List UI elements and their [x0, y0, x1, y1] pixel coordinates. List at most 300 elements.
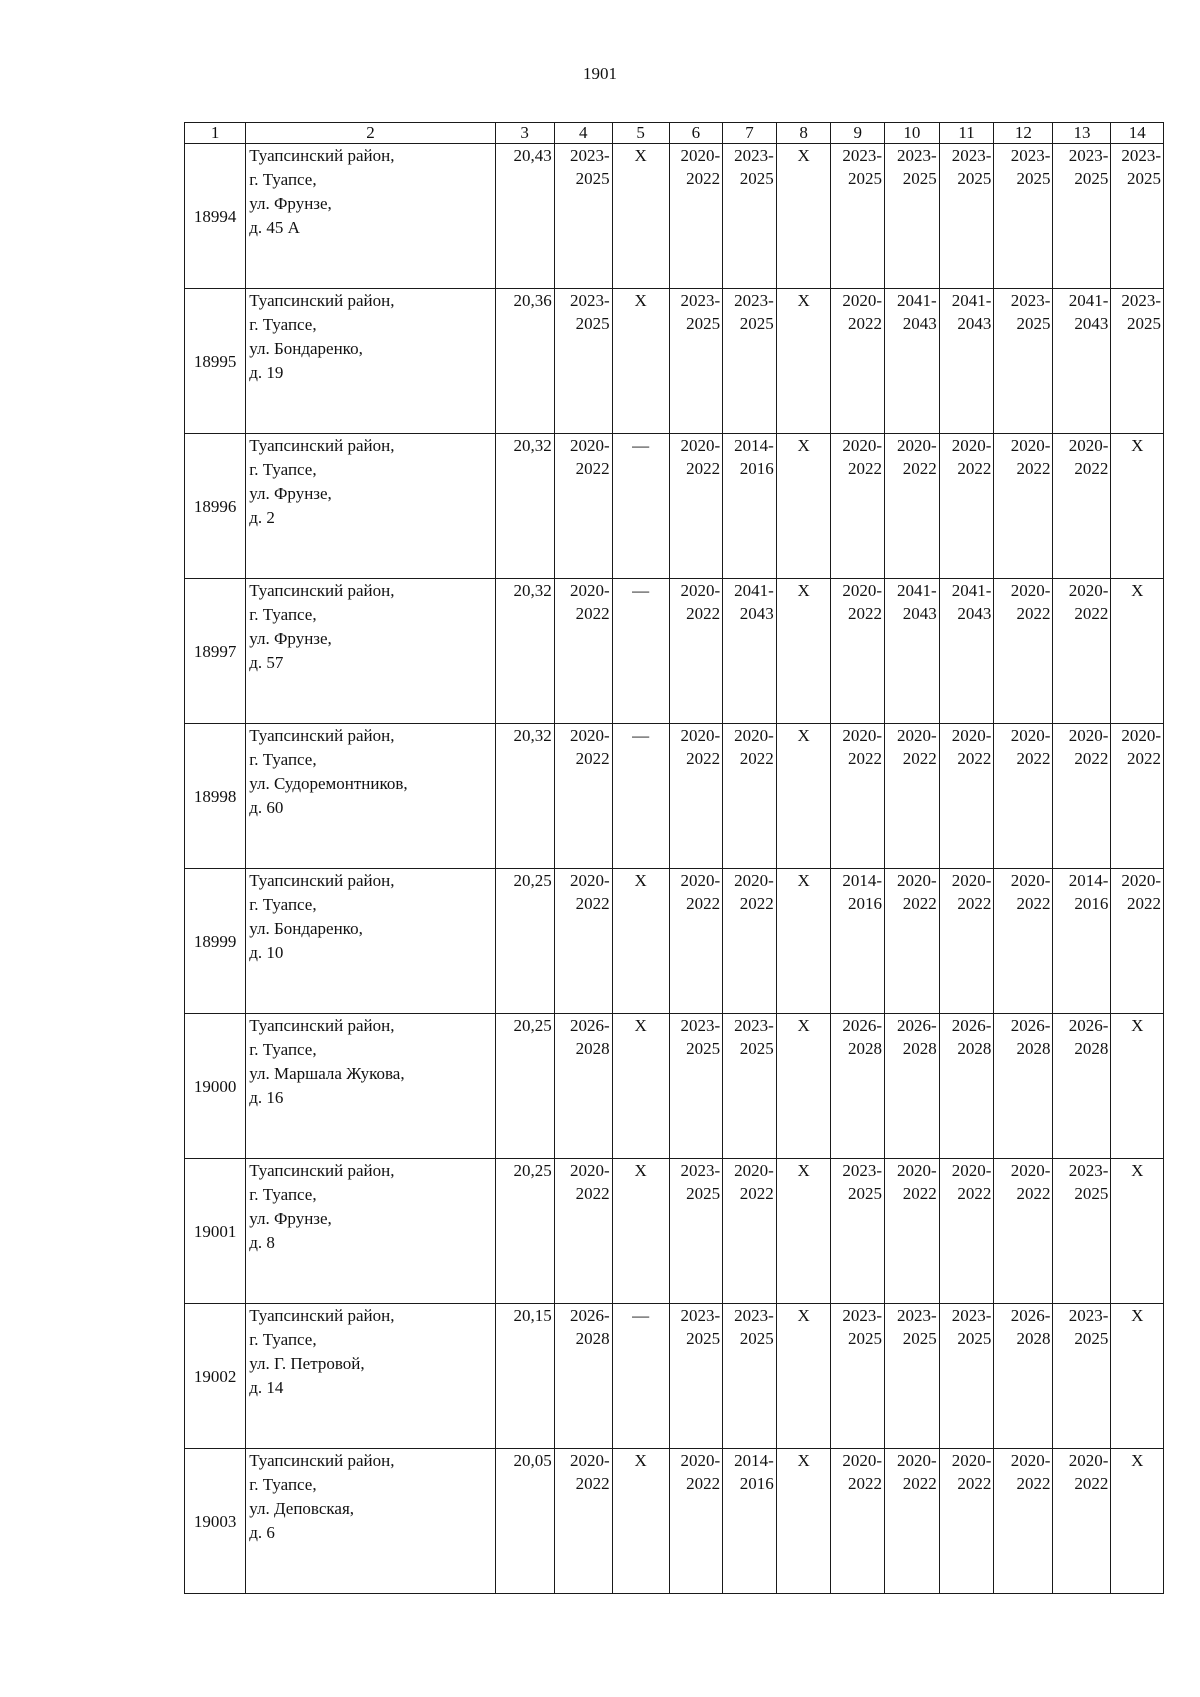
- dash-mark: [612, 1304, 669, 1449]
- period-cell: [994, 1449, 1053, 1594]
- period-end: 2025: [957, 1329, 992, 1348]
- period-cell: [723, 1304, 777, 1449]
- x-mark: X: [1131, 1016, 1144, 1035]
- x-mark: X: [634, 146, 647, 165]
- period-start: 2023-: [680, 1306, 721, 1325]
- period-cell: [939, 289, 994, 434]
- period-cell: [831, 1159, 885, 1304]
- period-start: 2020-: [570, 1451, 610, 1470]
- period-end: 2025: [575, 169, 610, 188]
- period-start: 2020-: [897, 871, 937, 890]
- period-start: 2014-: [842, 871, 883, 890]
- period-start: 2020-: [570, 581, 610, 600]
- address-cell: [246, 1449, 495, 1594]
- address-line: ул. Фрунзе,: [249, 629, 332, 648]
- address-cell: [246, 289, 495, 434]
- period-end: 2025: [1127, 314, 1161, 333]
- period-start: 2020-: [680, 581, 721, 600]
- period-cell: [1053, 1304, 1111, 1449]
- address-line: Туапсинский район,: [249, 146, 395, 165]
- period-start: 2023-: [1010, 291, 1051, 310]
- period-end: 2022: [1016, 1184, 1051, 1203]
- period-cell: [1053, 1159, 1111, 1304]
- column-header: 2: [246, 123, 495, 144]
- address-line: Туапсинский район,: [249, 726, 395, 745]
- period-end: 2016: [848, 894, 883, 913]
- period-end: 2028: [1016, 1039, 1051, 1058]
- period-start: 2023-: [1010, 146, 1051, 165]
- period-start: 2023-: [734, 1306, 774, 1325]
- address-line: д. 16: [249, 1088, 284, 1107]
- period-start: 2020-: [680, 871, 721, 890]
- not-applicable-mark: [776, 1014, 831, 1159]
- address-line: д. 57: [249, 653, 284, 672]
- address-line: д. 6: [249, 1523, 275, 1542]
- not-applicable-mark: [612, 869, 669, 1014]
- period-cell: [1053, 724, 1111, 869]
- row-number: 18997: [185, 579, 246, 724]
- period-cell: [994, 1014, 1053, 1159]
- table-row: [185, 289, 1164, 434]
- column-header: 12: [994, 123, 1053, 144]
- period-cell: [1053, 144, 1111, 289]
- period-end: 2028: [1016, 1329, 1051, 1348]
- period-cell: [554, 1014, 612, 1159]
- period-cell: [554, 1159, 612, 1304]
- area-cell: 20,43: [495, 144, 554, 289]
- period-start: 2020-: [842, 436, 883, 455]
- period-cell: [554, 144, 612, 289]
- address-line: Туапсинский район,: [249, 871, 395, 890]
- period-cell: [1053, 1014, 1111, 1159]
- period-end: 2022: [739, 894, 774, 913]
- period-cell: [1111, 869, 1164, 1014]
- address-cell: [246, 579, 495, 724]
- period-cell: [885, 144, 940, 289]
- period-start: 2041-: [734, 581, 774, 600]
- period-end: 2028: [848, 1039, 883, 1058]
- table-row: [185, 869, 1164, 1014]
- period-end: 2022: [1016, 459, 1051, 478]
- x-mark: X: [797, 146, 810, 165]
- period-end: 2025: [686, 314, 721, 333]
- period-cell: [939, 724, 994, 869]
- area-cell: 20,32: [495, 724, 554, 869]
- period-cell: [554, 579, 612, 724]
- period-start: 2014-: [734, 1451, 774, 1470]
- period-end: 2028: [575, 1329, 610, 1348]
- period-start: 2026-: [897, 1016, 937, 1035]
- period-cell: [831, 434, 885, 579]
- period-cell: [885, 1159, 940, 1304]
- address-line: д. 14: [249, 1378, 284, 1397]
- period-end: 2022: [957, 749, 992, 768]
- address-line: ул. Судоремонтников,: [249, 774, 408, 793]
- dash: —: [632, 436, 650, 455]
- x-mark: X: [797, 1451, 810, 1470]
- address-line: Туапсинский район,: [249, 581, 395, 600]
- period-start: 2020-: [842, 726, 883, 745]
- dash-mark: [612, 579, 669, 724]
- period-start: 2020-: [734, 1161, 774, 1180]
- period-cell: [831, 869, 885, 1014]
- period-start: 2023-: [734, 146, 774, 165]
- period-cell: [554, 724, 612, 869]
- period-start: 2023-: [842, 146, 883, 165]
- period-end: 2022: [686, 604, 721, 623]
- address-cell: [246, 1014, 495, 1159]
- period-cell: [723, 1159, 777, 1304]
- period-cell: [1111, 724, 1164, 869]
- x-mark: X: [634, 1161, 647, 1180]
- period-end: 2025: [1074, 1184, 1109, 1203]
- not-applicable-mark: [776, 144, 831, 289]
- period-cell: [723, 434, 777, 579]
- address-line: г. Туапсе,: [249, 605, 317, 624]
- address-line: г. Туапсе,: [249, 460, 317, 479]
- period-end: 2022: [575, 749, 610, 768]
- period-start: 2026-: [570, 1016, 610, 1035]
- address-line: ул. Деповская,: [249, 1499, 355, 1518]
- area-cell: 20,05: [495, 1449, 554, 1594]
- address-line: д. 19: [249, 363, 284, 382]
- period-start: 2023-: [1121, 291, 1161, 310]
- period-end: 2022: [575, 604, 610, 623]
- period-end: 2043: [1074, 314, 1109, 333]
- period-cell: [831, 289, 885, 434]
- period-cell: [669, 1304, 723, 1449]
- period-start: 2023-: [1121, 146, 1161, 165]
- x-mark: X: [1131, 436, 1144, 455]
- row-number: 19000: [185, 1014, 246, 1159]
- period-end: 2022: [848, 749, 883, 768]
- period-end: 2022: [902, 894, 937, 913]
- dash: —: [632, 581, 650, 600]
- x-mark: X: [634, 871, 647, 890]
- not-applicable-mark: [1111, 1159, 1164, 1304]
- register-table: [184, 122, 1164, 1594]
- row-number: 19003: [185, 1449, 246, 1594]
- period-end: 2022: [686, 894, 721, 913]
- period-end: 2022: [848, 604, 883, 623]
- period-end: 2022: [1016, 749, 1051, 768]
- period-start: 2020-: [951, 726, 992, 745]
- period-end: 2022: [848, 314, 883, 333]
- table-row: [185, 1159, 1164, 1304]
- period-start: 2023-: [680, 1161, 721, 1180]
- period-start: 2023-: [897, 146, 937, 165]
- period-end: 2043: [957, 314, 992, 333]
- period-start: 2020-: [1010, 436, 1051, 455]
- period-start: 2020-: [897, 436, 937, 455]
- period-start: 2020-: [951, 1161, 992, 1180]
- column-header: 1: [185, 123, 246, 144]
- period-end: 2022: [957, 1184, 992, 1203]
- period-start: 2026-: [1010, 1016, 1051, 1035]
- period-end: 2043: [902, 314, 937, 333]
- period-end: 2022: [575, 459, 610, 478]
- address-line: Туапсинский район,: [249, 1306, 395, 1325]
- period-start: 2020-: [1010, 871, 1051, 890]
- period-start: 2026-: [1010, 1306, 1051, 1325]
- not-applicable-mark: [776, 1304, 831, 1449]
- area-cell: 20,32: [495, 434, 554, 579]
- column-header: 13: [1053, 123, 1111, 144]
- period-end: 2022: [957, 1474, 992, 1493]
- area-cell: 20,25: [495, 1159, 554, 1304]
- period-end: 2022: [575, 1184, 610, 1203]
- row-number: 18994: [185, 144, 246, 289]
- table-row: [185, 1304, 1164, 1449]
- period-cell: [669, 289, 723, 434]
- period-start: 2020-: [897, 1161, 937, 1180]
- not-applicable-mark: [776, 434, 831, 579]
- period-start: 2020-: [1010, 726, 1051, 745]
- period-cell: [1053, 434, 1111, 579]
- period-end: 2025: [739, 169, 774, 188]
- period-cell: [723, 289, 777, 434]
- period-start: 2020-: [951, 871, 992, 890]
- period-start: 2026-: [570, 1306, 610, 1325]
- period-cell: [939, 1014, 994, 1159]
- period-cell: [831, 1449, 885, 1594]
- address-line: Туапсинский район,: [249, 1451, 395, 1470]
- period-start: 2020-: [570, 726, 610, 745]
- period-end: 2025: [1016, 169, 1051, 188]
- x-mark: X: [797, 291, 810, 310]
- x-mark: X: [634, 1016, 647, 1035]
- period-end: 2022: [1127, 749, 1161, 768]
- period-end: 2022: [739, 749, 774, 768]
- period-start: 2041-: [951, 291, 992, 310]
- period-end: 2028: [575, 1039, 610, 1058]
- period-cell: [1053, 289, 1111, 434]
- not-applicable-mark: [1111, 434, 1164, 579]
- not-applicable-mark: [776, 579, 831, 724]
- period-end: 2022: [575, 1474, 610, 1493]
- period-end: 2022: [902, 749, 937, 768]
- address-line: ул. Фрунзе,: [249, 1209, 332, 1228]
- period-cell: [831, 724, 885, 869]
- period-start: 2020-: [734, 726, 774, 745]
- table-body: [185, 144, 1164, 1594]
- period-end: 2022: [686, 1474, 721, 1493]
- period-start: 2020-: [680, 146, 721, 165]
- period-end: 2022: [957, 894, 992, 913]
- period-end: 2043: [902, 604, 937, 623]
- column-header: 6: [669, 123, 723, 144]
- period-end: 2022: [1074, 604, 1109, 623]
- area-cell: 20,25: [495, 1014, 554, 1159]
- period-cell: [831, 144, 885, 289]
- period-end: 2025: [575, 314, 610, 333]
- period-end: 2016: [1074, 894, 1109, 913]
- period-start: 2020-: [897, 726, 937, 745]
- period-cell: [885, 1449, 940, 1594]
- period-start: 2026-: [842, 1016, 883, 1035]
- period-cell: [939, 1304, 994, 1449]
- address-line: ул. Бондаренко,: [249, 339, 363, 358]
- table-row: [185, 434, 1164, 579]
- period-start: 2020-: [570, 871, 610, 890]
- x-mark: X: [797, 871, 810, 890]
- period-cell: [723, 724, 777, 869]
- address-line: ул. Фрунзе,: [249, 194, 332, 213]
- period-cell: [831, 579, 885, 724]
- period-start: 2020-: [842, 291, 883, 310]
- period-start: 2020-: [680, 436, 721, 455]
- period-end: 2028: [902, 1039, 937, 1058]
- period-end: 2016: [739, 459, 774, 478]
- period-cell: [994, 289, 1053, 434]
- not-applicable-mark: [776, 289, 831, 434]
- period-cell: [939, 869, 994, 1014]
- address-line: Туапсинский район,: [249, 291, 395, 310]
- dash: —: [632, 726, 650, 745]
- period-end: 2025: [848, 1329, 883, 1348]
- period-end: 2028: [1074, 1039, 1109, 1058]
- period-start: 2020-: [1121, 726, 1161, 745]
- x-mark: X: [634, 291, 647, 310]
- period-cell: [669, 724, 723, 869]
- x-mark: X: [797, 726, 810, 745]
- address-line: д. 2: [249, 508, 275, 527]
- period-start: 2041-: [951, 581, 992, 600]
- period-end: 2025: [686, 1039, 721, 1058]
- period-end: 2022: [1074, 459, 1109, 478]
- period-cell: [723, 869, 777, 1014]
- x-mark: X: [1131, 1306, 1144, 1325]
- period-start: 2020-: [1068, 581, 1109, 600]
- area-cell: 20,32: [495, 579, 554, 724]
- period-end: 2025: [957, 169, 992, 188]
- period-start: 2023-: [897, 1306, 937, 1325]
- period-end: 2022: [1016, 604, 1051, 623]
- period-start: 2023-: [842, 1306, 883, 1325]
- period-cell: [939, 1159, 994, 1304]
- period-end: 2025: [902, 1329, 937, 1348]
- period-start: 2020-: [1010, 581, 1051, 600]
- period-end: 2022: [1016, 1474, 1051, 1493]
- table-row: [185, 724, 1164, 869]
- period-start: 2023-: [1068, 1306, 1109, 1325]
- period-cell: [994, 724, 1053, 869]
- column-header: 4: [554, 123, 612, 144]
- period-cell: [885, 1304, 940, 1449]
- area-cell: 20,36: [495, 289, 554, 434]
- x-mark: X: [797, 581, 810, 600]
- period-cell: [554, 869, 612, 1014]
- period-start: 2020-: [734, 871, 774, 890]
- period-end: 2028: [957, 1039, 992, 1058]
- row-number: 19001: [185, 1159, 246, 1304]
- period-end: 2022: [957, 459, 992, 478]
- not-applicable-mark: [612, 1159, 669, 1304]
- column-header: 3: [495, 123, 554, 144]
- period-end: 2025: [902, 169, 937, 188]
- period-cell: [994, 579, 1053, 724]
- period-end: 2022: [902, 1474, 937, 1493]
- not-applicable-mark: [612, 1449, 669, 1594]
- row-number: 18995: [185, 289, 246, 434]
- period-end: 2022: [848, 459, 883, 478]
- dash-mark: [612, 724, 669, 869]
- address-cell: [246, 144, 495, 289]
- address-line: ул. Фрунзе,: [249, 484, 332, 503]
- period-cell: [831, 1304, 885, 1449]
- x-mark: X: [797, 436, 810, 455]
- period-cell: [939, 434, 994, 579]
- period-end: 2043: [957, 604, 992, 623]
- address-line: г. Туапсе,: [249, 1185, 317, 1204]
- period-end: 2022: [1074, 749, 1109, 768]
- period-end: 2025: [739, 1039, 774, 1058]
- period-end: 2025: [686, 1329, 721, 1348]
- period-cell: [885, 434, 940, 579]
- column-header: 11: [939, 123, 994, 144]
- period-start: 2023-: [680, 1016, 721, 1035]
- period-cell: [939, 1449, 994, 1594]
- period-cell: [994, 434, 1053, 579]
- table-row: [185, 144, 1164, 289]
- dash-mark: [612, 434, 669, 579]
- column-header: 5: [612, 123, 669, 144]
- period-cell: [723, 1449, 777, 1594]
- period-start: 2023-: [951, 1306, 992, 1325]
- area-cell: 20,15: [495, 1304, 554, 1449]
- address-line: ул. Г. Петровой,: [249, 1354, 365, 1373]
- address-line: ул. Бондаренко,: [249, 919, 363, 938]
- column-header: 7: [723, 123, 777, 144]
- x-mark: X: [797, 1306, 810, 1325]
- address-line: д. 8: [249, 1233, 275, 1252]
- period-cell: [1111, 289, 1164, 434]
- period-cell: [669, 1449, 723, 1594]
- period-end: 2022: [686, 459, 721, 478]
- period-cell: [831, 1014, 885, 1159]
- period-cell: [994, 869, 1053, 1014]
- row-number: 18996: [185, 434, 246, 579]
- period-cell: [669, 1159, 723, 1304]
- period-end: 2022: [686, 169, 721, 188]
- period-start: 2020-: [1010, 1161, 1051, 1180]
- period-end: 2022: [902, 1184, 937, 1203]
- address-line: г. Туапсе,: [249, 1040, 317, 1059]
- period-end: 2022: [848, 1474, 883, 1493]
- not-applicable-mark: [612, 144, 669, 289]
- period-end: 2025: [848, 1184, 883, 1203]
- period-start: 2020-: [1068, 436, 1109, 455]
- not-applicable-mark: [776, 1449, 831, 1594]
- period-start: 2023-: [1068, 146, 1109, 165]
- address-line: д. 60: [249, 798, 284, 817]
- address-line: г. Туапсе,: [249, 895, 317, 914]
- period-start: 2023-: [951, 146, 992, 165]
- period-cell: [1053, 869, 1111, 1014]
- column-number-row: [185, 123, 1164, 144]
- period-start: 2020-: [1068, 1451, 1109, 1470]
- period-start: 2023-: [680, 291, 721, 310]
- period-cell: [723, 1014, 777, 1159]
- period-end: 2022: [575, 894, 610, 913]
- x-mark: X: [1131, 1451, 1144, 1470]
- period-end: 2043: [739, 604, 774, 623]
- period-cell: [554, 1304, 612, 1449]
- period-end: 2025: [1074, 169, 1109, 188]
- column-header: 10: [885, 123, 940, 144]
- address-line: Туапсинский район,: [249, 436, 395, 455]
- period-end: 2022: [1127, 894, 1161, 913]
